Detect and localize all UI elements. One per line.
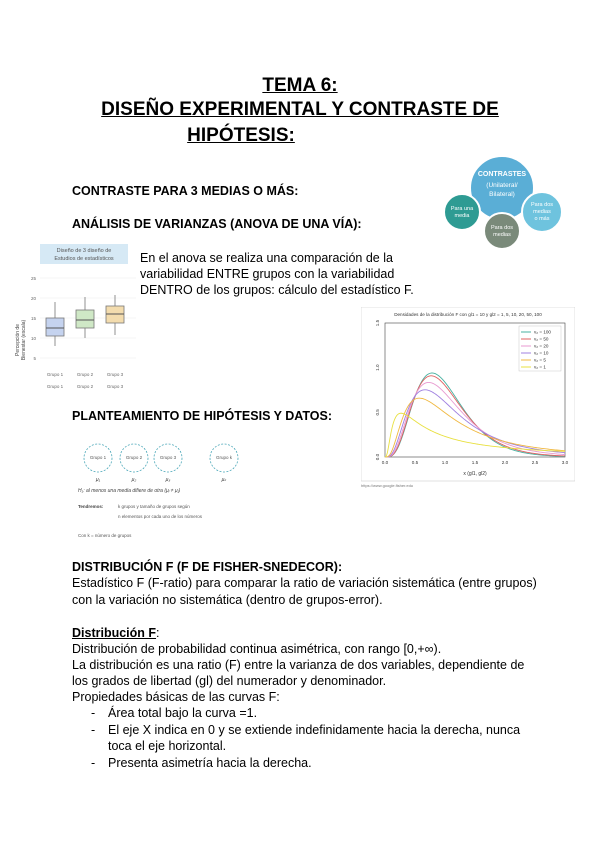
- hypothesis-circle-label: Grupo 3: [159, 455, 177, 460]
- contrastes-diagram: [438, 148, 566, 253]
- distF-bullet: - Área total bajo la curva =1.: [86, 705, 586, 722]
- boxplot-banner-line2: Estudios de estadísticos: [54, 256, 114, 262]
- boxplot-ytick: 20: [30, 296, 36, 301]
- anova-text-line3: DENTRO de los grupos: cálculo del estadístico F.: [140, 283, 414, 297]
- diagram-bottom-label2: medias: [493, 232, 511, 238]
- diagram-bottom-label1: Para dos: [490, 225, 514, 231]
- distF-line1: Estadístico F (F-ratio) para comparar la ratio de variación sistemática (entre grupos): [72, 576, 537, 590]
- distF-p4: Propiedades básicas de las curvas F:: [72, 690, 280, 704]
- boxplot-xtick: Grupo 1: [46, 384, 64, 389]
- diagram-center-sub1: (Unilateral/: [486, 182, 518, 189]
- distF-subheading: [72, 625, 160, 642]
- boxplot-xtick: Grupo 1: [46, 372, 64, 377]
- hypothesis-circle-label: Grupo 2: [125, 455, 143, 460]
- f-chart-xtick: 2.5: [531, 460, 539, 465]
- heading-anova: ANÁLISIS DE VARIANZAS (ANOVA DE UNA VÍA):: [72, 217, 362, 231]
- boxplot-xtick: Grupo 3: [106, 384, 124, 389]
- f-legend-label: ν₂ = 10: [534, 350, 549, 356]
- diagram-left-circle: [444, 194, 480, 230]
- diagram-bottom-circle: [484, 213, 520, 249]
- boxplot-ytick: 25: [30, 276, 36, 281]
- hypothesis-circle-label: Grupo k: [215, 455, 233, 460]
- f-chart-ytick: 0.0: [375, 453, 380, 461]
- title-line-2: DISEÑO EXPERIMENTAL Y CONTRASTE DE: [101, 99, 499, 120]
- f-legend-label: ν₂ = 20: [534, 343, 549, 349]
- distF-subheading-text: Distribución F: [72, 626, 157, 640]
- hypothesis-sub-text1: k grupos y tamaño de grupos según: [118, 504, 190, 509]
- hypothesis-mu: μₖ: [221, 477, 227, 483]
- heading-hipotesis: PLANTEAMIENTO DE HIPÓTESIS Y DATOS:: [72, 409, 332, 423]
- boxplot-ylabel1: Percepción de: [15, 324, 21, 356]
- distF-bullet-list: [86, 705, 586, 771]
- boxplot-banner-line1: Diseño de 3 diseño de: [56, 248, 112, 254]
- f-density-chart: [361, 307, 575, 489]
- hypothesis-circle-label: Grupo 1: [89, 455, 107, 460]
- distF-line2: con la variación no sistemática (dentro de grupos-error).: [72, 593, 383, 607]
- anova-text-line1: En el anova se realiza una comparación de la: [140, 251, 393, 265]
- f-chart-xtick: 0.5: [411, 460, 419, 465]
- boxplot-xtick: Grupo 3: [106, 372, 124, 377]
- f-chart-ytick: 0.5: [375, 409, 380, 416]
- f-legend-label: ν₂ = 50: [534, 336, 549, 342]
- title-line-1: TEMA 6:: [262, 75, 338, 96]
- distF-bullet-cont: toca el eje horizontal.: [108, 739, 227, 753]
- f-legend-label: ν₂ = 5: [534, 357, 546, 363]
- hypothesis-sub-label: Tendremos:: [78, 504, 104, 509]
- diagram-center-sub2: Bilateral): [489, 191, 515, 198]
- f-chart-xtick: 2.0: [501, 460, 509, 465]
- distF-subheading-colon: :: [156, 626, 160, 640]
- hypothesis-mu: μ₃: [165, 477, 171, 483]
- hypothesis-footer: Con k = número de grupos: [78, 533, 132, 538]
- f-legend-label: ν₂ = 100: [534, 329, 551, 335]
- f-chart-title: Densidades de la distribución F con gl1 = 10 y gl2 = 1, 5, 10, 20, 50, 100: [394, 312, 542, 317]
- hypothesis-mu: μ₂: [131, 477, 137, 483]
- boxplot-box-2: [76, 310, 94, 328]
- hypothesis-h1: H₁: al menos una media difiere de otra (μᵢ ≠ μⱼ): [78, 488, 181, 494]
- f-legend-label: ν₂ = 1: [534, 364, 546, 370]
- distF-bullet-text: El eje X indica en 0 y se extiende indefinidamente hacia la derecha, nunca: [108, 722, 521, 737]
- boxplot-ytick: 10: [30, 336, 36, 341]
- diagram-right-label3: o más: [534, 216, 550, 222]
- diagram-right-label2: medias: [533, 209, 551, 215]
- distF-p3: los grados de libertad (gl) del numerador y denominador.: [72, 674, 387, 688]
- f-chart-xlabel: x (gl1, gl2): [463, 471, 487, 477]
- heading-contraste: CONTRASTE PARA 3 MEDIAS O MÁS:: [72, 184, 299, 198]
- f-chart-xtick: 0.0: [381, 460, 389, 465]
- boxplot-ytick: 5: [33, 356, 36, 361]
- title-line-3: HIPÓTESIS:: [187, 125, 295, 146]
- f-chart-ytick: 1.5: [375, 319, 380, 327]
- hypothesis-figure: [74, 440, 274, 540]
- diagram-right-label1: Para dos: [530, 202, 554, 208]
- anova-text-line2: variabilidad ENTRE grupos con la variabilidad: [140, 267, 395, 281]
- distF-bullet: [86, 722, 586, 755]
- hypothesis-mu: μ₁: [95, 477, 101, 483]
- f-chart-ytick: 1.0: [375, 364, 380, 371]
- boxplot-ytick: 15: [30, 316, 36, 321]
- f-chart-xtick: 3.0: [561, 460, 569, 465]
- diagram-center-label: CONTRASTES: [477, 171, 527, 178]
- distF-p2: La distribución es una ratio (F) entre la varianza de dos variables, dependiente de: [72, 658, 525, 672]
- diagram-left-label2: media: [454, 213, 470, 219]
- boxplot-xtick: Grupo 2: [76, 372, 94, 377]
- f-chart-xtick: 1.5: [471, 460, 479, 465]
- heading-distribucion-f: DISTRIBUCIÓN F (F DE FISHER-SNEDECOR):: [72, 560, 343, 574]
- hypothesis-sub-text2: n elementos por cada uno de los números: [118, 514, 203, 519]
- boxplot-xtick: Grupo 2: [76, 384, 94, 389]
- distF-p1: Distribución de probabilidad continua asimétrica, con rango [0,+∞).: [72, 642, 442, 656]
- f-chart-source: https://www.google.fisher.edu: [361, 483, 414, 488]
- boxplot-ylabel2: Bienestar (escala): [21, 319, 27, 361]
- diagram-left-label1: Para una: [450, 206, 474, 212]
- boxplot-figure: [12, 240, 140, 392]
- boxplot-box-1: [46, 318, 64, 336]
- f-chart-xtick: 1.0: [441, 460, 449, 465]
- distF-bullet: - Presenta asimetría hacia la derecha.: [86, 755, 586, 772]
